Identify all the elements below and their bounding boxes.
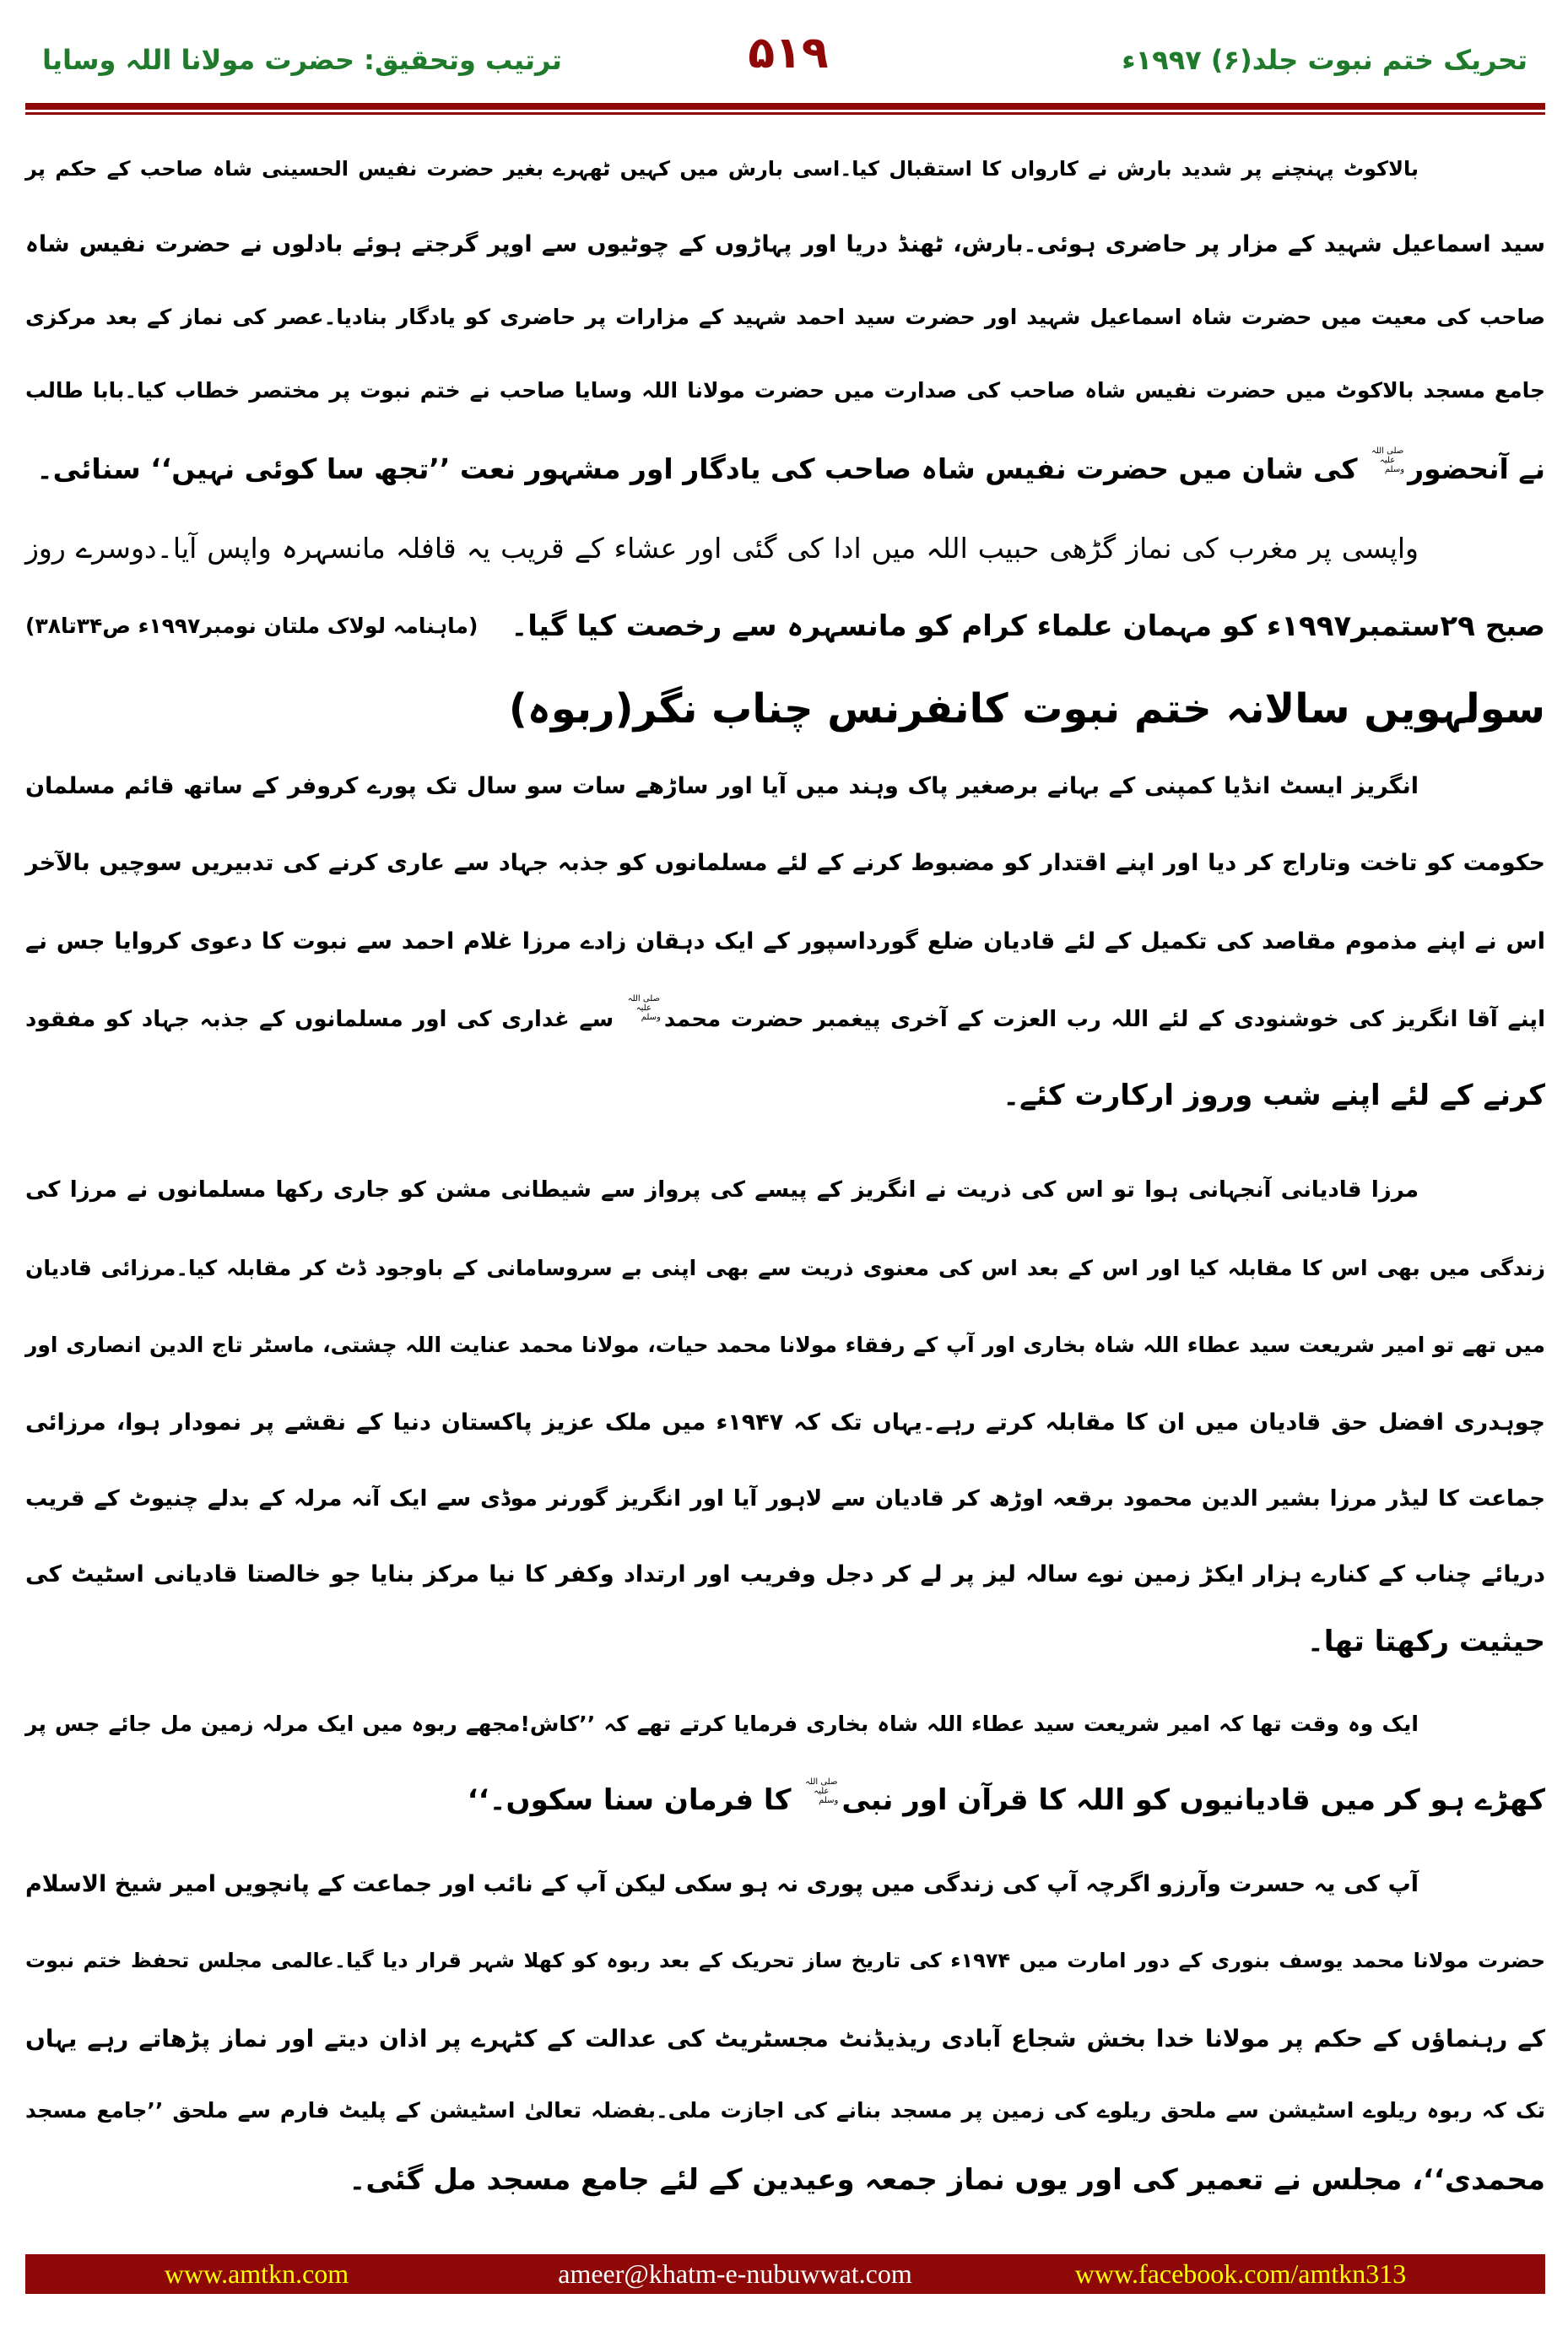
text-segment: اپنے آقا انگریز کی خوشنودی کے لئے اللہ رب العزت کے آخری پیغمبر حضرت محمد bbox=[663, 1007, 1545, 1032]
text-line: دریائے چناب کے کنارے ہزار ایکڑ زمین نوے سالہ لیز پر لے کر دجل وفریب اور ارتداد وکفر کا نیا مرکز بنایا جو خالصتا قادیانی اسٹیٹ کی bbox=[25, 1561, 1545, 1587]
text-line: صبح ۲۹ستمبر۱۹۹۷ء کو مہمان علماء کرام کو مانسہرہ سے رخصت کیا گیا۔ bbox=[511, 609, 1545, 643]
text-segment: کا فرمان سنا سکوں۔‘‘ bbox=[467, 1783, 802, 1817]
text-segment: سے غداری کی اور مسلمانوں کے جذبہ جہاد کو مفقود bbox=[25, 1007, 624, 1032]
text-line: کرنے کے لئے اپنے شب وروز ارکارت کئے۔ bbox=[1003, 1079, 1545, 1112]
text-line: محمدی‘‘، مجلس نے تعمیر کی اور یوں نماز جمعہ وعیدین کے لئے جامع مسجد مل گئی۔ bbox=[349, 2163, 1545, 2197]
text-line: واپسی پر مغرب کی نماز گڑھی حبیب اللہ میں ادا کی گئی اور عشاء کے قریب یہ قافلہ مانسہرہ واپس آیا۔دوسرے روز bbox=[25, 532, 1419, 565]
honorific-mark: صلی اللہ علیہ وسلم bbox=[805, 1777, 839, 1805]
footer-bar bbox=[25, 2254, 1545, 2294]
text-line: سید اسماعیل شہید کے مزار پر حاضری ہوئی۔بارش، ٹھنڈ دریا اور پہاڑوں کے چوٹیوں سے اوپر گرجتے ہوئے بادلوں نے حضرت نفیس شاہ bbox=[25, 231, 1545, 257]
text-segment: نے آنحضور bbox=[1408, 452, 1545, 485]
text-line: صاحب کی معیت میں حضرت شاہ اسماعیل شہید اور حضرت سید احمد شہید کے مزارات پر حاضری کو یادگار بنادیا۔عصر کی نماز کے بعد مرکزی bbox=[25, 305, 1545, 329]
text-segment: کی شان میں حضرت نفیس شاہ صاحب کی یادگار اور مشہور نعت ’’تجھ سا کوئی نہیں‘‘ سنائی۔ bbox=[36, 452, 1368, 485]
facebook-link[interactable]: www.facebook.com/amtkn313 bbox=[1074, 2258, 1407, 2289]
text-line: انگریز ایسٹ انڈیا کمپنی کے بہانے برصغیر پاک وہند میں آیا اور ساڑھے سات سو سال تک پورے کروفر کے ساتھ قائم مسلمان bbox=[25, 773, 1419, 799]
text-line: جامع مسجد بالاکوٹ میں حضرت نفیس شاہ صاحب کی صدارت میں حضرت مولانا اللہ وسایا صاحب نے ختم نبوت پر مختصر خطاب کیا۔بابا طالب bbox=[25, 378, 1545, 403]
book-title: تحریک ختم نبوت جلد(۶) ۱۹۹۷ء bbox=[1122, 44, 1527, 76]
honorific-mark: صلی اللہ علیہ وسلم bbox=[627, 994, 661, 1022]
header-rule-thin bbox=[25, 112, 1545, 115]
honorific-mark: صلی اللہ علیہ وسلم bbox=[1371, 446, 1405, 474]
text-line: مرزا قادیانی آنجہانی ہوا تو اس کی ذریت نے انگریز کے پیسے کی پرواز سے شیطانی مشن کو جاری رکھا مسلمانوں نے مرزا کی bbox=[25, 1177, 1419, 1203]
text-line: بالاکوٹ پہنچنے پر شدید بارش نے کارواں کا استقبال کیا۔اسی بارش میں کہیں ٹھہرے بغیر حضرت نفیس الحسینی شاہ صاحب کے حکم پر bbox=[25, 157, 1419, 181]
page-number: ۵۱۹ bbox=[748, 28, 829, 78]
text-line: کے رہنماؤں کے حکم پر مولانا خدا بخش شجاع آبادی ریذیڈنٹ مجسٹریٹ کی عدالت کے کٹہرے پر اذان دیتے اور نماز پڑھاتے رہے یہاں bbox=[25, 2025, 1545, 2053]
text-line: تک کہ ربوہ ریلوے اسٹیشن سے ملحق ریلوے کی زمین پر مسجد بنانے کی اجازت ملی۔بفضلہ تعالیٰ اسٹیشن کے پلیٹ فارم سے ملحق ’’جامع مسجد bbox=[25, 2098, 1545, 2123]
email-link[interactable]: ameer@khatm-e-nubuwwat.com bbox=[558, 2258, 912, 2289]
text-line: جماعت کا لیڈر مرزا بشیر الدین محمود برقعہ اوڑھ کر قادیان سے لاہور آیا اور انگریز گورنر موڈی سے ایک آنہ مرلہ کے بدلے چنیوٹ کے قریب bbox=[25, 1486, 1545, 1512]
text-line: آپ کی یہ حسرت وآرزو اگرچہ آپ کی زندگی میں پوری نہ ہو سکی لیکن آپ کے نائب اور جماعت کے پانچویں امیر شیخ الاسلام bbox=[25, 1871, 1419, 1897]
text-line: میں تھے تو امیر شریعت سید عطاء اللہ شاہ بخاری اور آپ کے رفقاء مولانا محمد حیات، مولانا محمد عنایت اللہ چشتی، ماسٹر تاج الدین انصاری اور bbox=[25, 1333, 1545, 1357]
text-line: حکومت کو تاخت وتاراج کر دیا اور اپنے اقتدار کو مضبوط کرنے کے لئے مسلمانوں کو جذبہ جہاد سے عاری کرنے کی تدبیریں سوچیں بالآخر bbox=[25, 850, 1545, 876]
section-heading: سولہویں سالانہ ختم نبوت کانفرنس چناب نگر(ربوہ) bbox=[508, 685, 1545, 733]
text-line: زندگی میں بھی اس کا مقابلہ کیا اور اس کے بعد اس کی معنوی ذریت سے بھی اپنی بے سروسامانی کے باوجود ڈٹ کر مقابلہ کیا۔مرزائی قادیان bbox=[25, 1256, 1545, 1280]
text-line: حیثیت رکھتا تھا۔ bbox=[1306, 1625, 1545, 1658]
header-rule-thick bbox=[25, 103, 1545, 110]
text-line: ایک وہ وقت تھا کہ امیر شریعت سید عطاء اللہ شاہ بخاری فرمایا کرتے تھے کہ ’’کاش!مجھے ربوہ میں ایک مرلہ زمین مل جائے جس پر bbox=[25, 1712, 1419, 1736]
text-line bbox=[25, 1766, 1545, 1834]
website-link[interactable]: www.amtkn.com bbox=[164, 2258, 349, 2289]
text-segment: کھڑے ہو کر میں قادیانیوں کو اللہ کا قرآن اور نبی bbox=[841, 1783, 1545, 1817]
compiler-credit: ترتیب وتحقیق: حضرت مولانا اللہ وسایا bbox=[42, 44, 562, 76]
source-citation: (ماہنامہ لولاک ملتان نومبر۱۹۹۷ء ص۳۴تا۳۸) bbox=[25, 614, 479, 638]
text-line: چوہدری افضل حق قادیان میں ان کا مقابلہ کرتے رہے۔یہاں تک کہ ۱۹۴۷ء میں ملک عزیز پاکستان دنیا کے نقشے پر نمودار ہوا، مرزائی bbox=[25, 1409, 1545, 1436]
text-line: حضرت مولانا محمد یوسف بنوری کے دور امارت میں ۱۹۷۴ء کی تاریخ ساز تحریک کے بعد ربوہ کو کھلا شہر قرار دیا گیا۔عالمی مجلس تحفظ ختم نبوت bbox=[25, 1949, 1545, 1972]
text-line: اس نے اپنے مذموم مقاصد کی تکمیل کے لئے قادیان ضلع گورداسپور کے ایک دہقان زادے مرزا غلام احمد سے نبوت کا دعوی کروایا جس نے bbox=[25, 928, 1545, 955]
text-line bbox=[25, 435, 1545, 503]
text-line bbox=[25, 986, 1545, 1053]
